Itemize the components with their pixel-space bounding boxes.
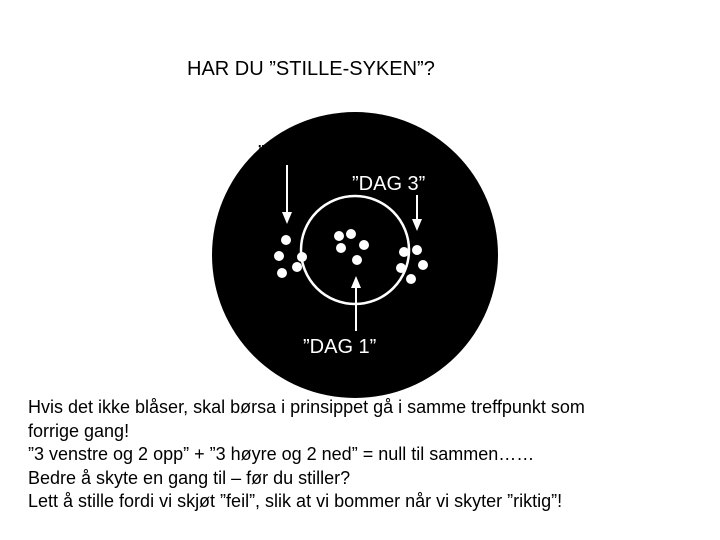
text-line: Lett å stille fordi vi skjøt ”feil”, slik at vi bommer når vi skyter ”riktig”! (28, 491, 563, 511)
text-line: Bedre å skyte en gang til – før du stiller? (28, 467, 351, 488)
shot-mark (336, 243, 346, 253)
page-title: HAR DU ”STILLE-SYKEN”? (187, 58, 435, 80)
explanation-text (28, 396, 708, 514)
shot-mark (412, 245, 422, 255)
text-line: ”3 venstre og 2 opp” + ”3 høyre og 2 ned” = null til sammen…… (28, 444, 535, 464)
shot-mark (399, 247, 409, 257)
label-day3: ”DAG 3” (352, 173, 426, 195)
shot-mark (359, 240, 369, 250)
shot-mark (418, 260, 428, 270)
shot-mark (352, 255, 362, 265)
shot-mark (281, 235, 291, 245)
label-day1: ”DAG 1” (303, 336, 377, 358)
shot-mark (406, 274, 416, 284)
text-line: forrige gang! (28, 420, 130, 441)
shot-mark (292, 262, 302, 272)
shot-mark (277, 268, 287, 278)
shot-mark (346, 229, 356, 239)
shot-mark (297, 252, 307, 262)
label-day2: ”DAG 2” (258, 142, 332, 164)
shot-mark (274, 251, 284, 261)
text-line: Hvis det ikke blåser, skal børsa i prinsippet gå i samme treffpunkt som (28, 397, 585, 417)
shot-mark (396, 263, 406, 273)
shot-mark (334, 231, 344, 241)
